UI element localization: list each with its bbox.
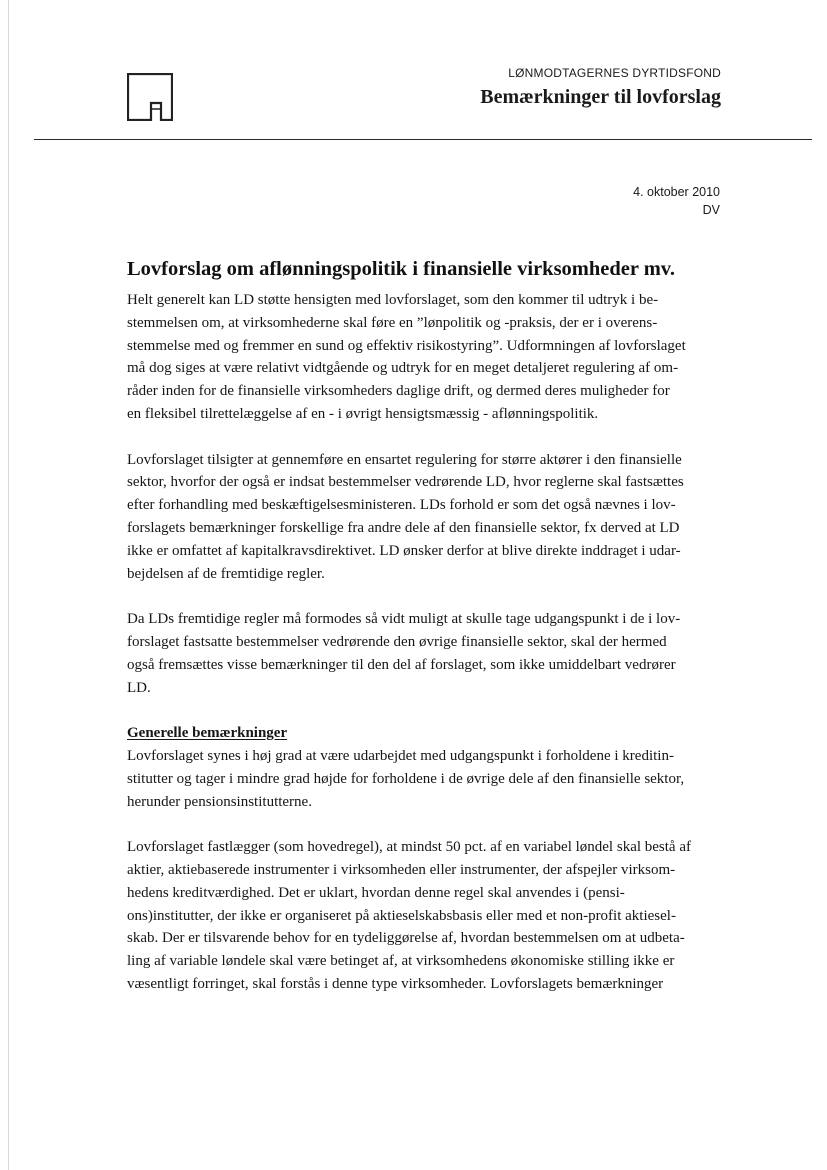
organization-name: LØNMODTAGERNES DYRTIDSFOND bbox=[508, 66, 721, 80]
paragraph: Lovforslaget fastlægger (som hovedregel), at mindst 50 pct. af en variabel løndel skal bestå af aktier, aktiebaserede instrumenter i virksomheden eller instrumenter, der afspejler virksom- hedens kreditværdighed. Det er uklart, hvordan denne regel skal anvendes i (pensi- ons)institutter, der ikke er organiseret på aktieselskabsbasis eller med et non-profit aktiesel- skab. Der er tilsvarende behov for en tydeliggørelse af, hvordan bestemmelsen om at udbeta- ling af variable løndele skal være betinget af, at virksomhedens økonomiske stilling ikke er væsentligt forringet, skal forstås i denne type virksomheder. Lovforslagets bemærkninger bbox=[127, 839, 691, 992]
document-type: Bemærkninger til lovforslag bbox=[480, 86, 721, 108]
paragraph: Helt generelt kan LD støtte hensigten med lovforslaget, som den kommer til udtryk i be- stemmelsen om, at virksomhederne skal føre en ”lønpolitik og -praksis, der er i overens- stemmelse med og fremmer en sund og effektiv risikostyring”. Udformningen af lovforslaget må dog siges at være relativt vidtgående og udtryk for en meget detaljeret regulering af om- råder inden for de finansielle virksomheders daglige drift, og dermed deres muligheder for en fleksibel tilrettelæggelse af en - i øvrigt hensigtsmæssig - aflønningspolitik. bbox=[127, 292, 686, 422]
paragraph: Lovforslaget tilsigter at gennemføre en ensartet regulering for større aktører i den finansielle sektor, hvorfor der også er indsat bestemmelser vedrørende LD, hvor reglerne skal fastsættes efter forhandling med beskæftigelsesministeren. LDs forhold er som det også nævnes i lov- forslagets bemærkninger forskellige fra andre dele af den finansielle sektor, fx derved at LD ikke er omfattet af kapitalkravsdirektivet. LD ønsker derfor at blive direkte inddraget i udar- bejdelsen af de fremtidige regler. bbox=[127, 451, 684, 582]
ld-logo-icon bbox=[127, 73, 173, 121]
document-meta bbox=[633, 183, 720, 219]
header-divider bbox=[34, 139, 812, 140]
section-heading: Generelle bemærkninger bbox=[127, 725, 288, 742]
document-title: Lovforslag om aflønningspolitik i finansielle virksomheder mv. bbox=[127, 258, 676, 280]
paragraph: Da LDs fremtidige regler må formodes så vidt muligt at skulle tage udgangspunkt i de i lov- forslaget fastsatte bestemmelser vedrørende den øvrige finansielle sektor, skal der hermed også fremsættes visse bemærkninger til den del af forslaget, som ikke umiddelbart vedrører LD. bbox=[127, 611, 681, 696]
paragraph: Lovforslaget synes i høj grad at være udarbejdet med udgangspunkt i forholdene i kreditin- stitutter og tager i mindre grad højde for forholdene i de øvrige dele af den finansielle sektor, herunder pensionsinstitutterne. bbox=[127, 747, 685, 810]
author-initials: DV bbox=[702, 203, 720, 217]
page-edge bbox=[8, 0, 9, 1170]
document-date: 4. oktober 2010 bbox=[633, 185, 720, 199]
document-body bbox=[127, 256, 727, 996]
